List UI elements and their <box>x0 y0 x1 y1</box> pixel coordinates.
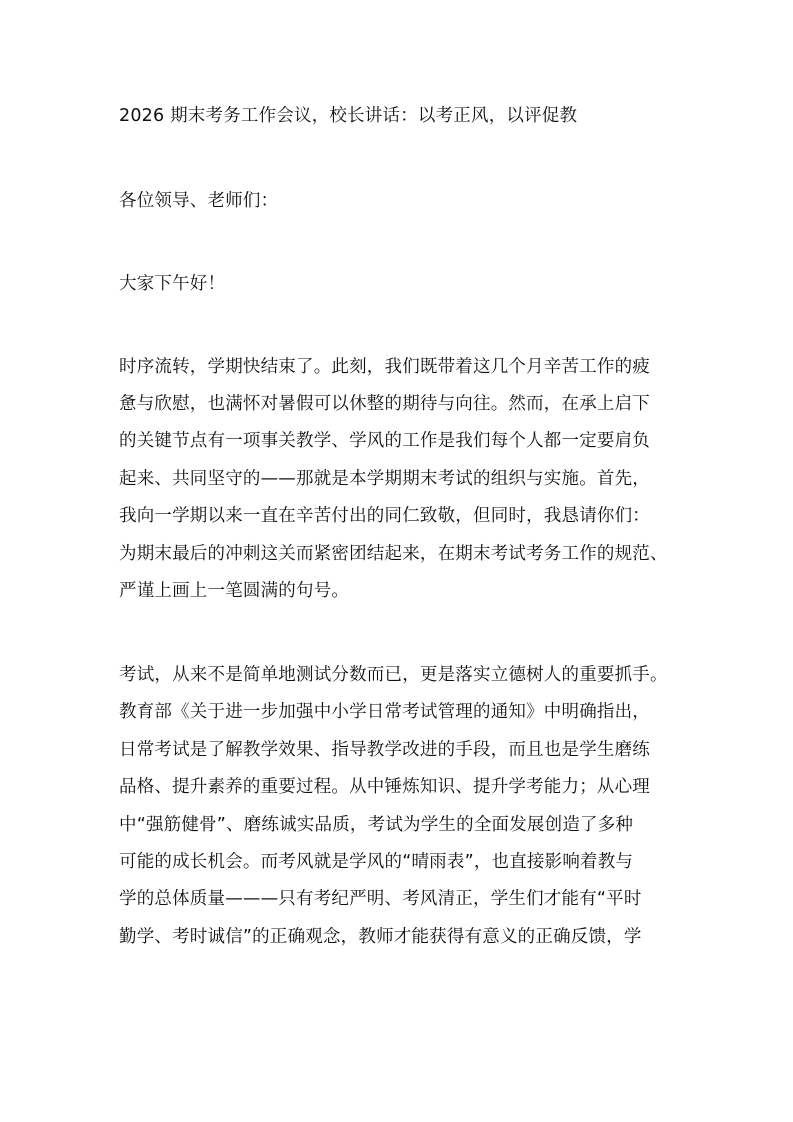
paragraph-1-line-1: 时序流转，学期快结束了。此刻，我们既带着这几个月辛苦工作的疲 <box>119 357 650 377</box>
paragraph-2-line-3: 日常考试是了解教学效果、指导教学改进的手段，而且也是学生磨练 <box>119 740 650 760</box>
paragraph-1-line-2: 惫与欣慰，也满怀对暑假可以休整的期待与向往。然而，在承上启下 <box>119 394 650 414</box>
paragraph-1-line-5: 我向一学期以来一直在辛苦付出的同仁致敬，但同时，我恳请你们： <box>119 506 650 526</box>
paragraph-2-line-5: 中“强筋健骨”、磨练诚实品质，考试为学生的全面发展创造了多种 <box>119 815 634 835</box>
paragraph-1-line-7: 严谨上画上一笔圆满的句号。 <box>119 581 350 601</box>
paragraph-2-line-7: 学的总体质量———只有考纪严明、考风清正，学生们才能有“平时 <box>119 889 642 909</box>
paragraph-1-line-3: 的关键节点有一项事关教学、学风的工作是我们每个人都一定要肩负 <box>119 431 650 451</box>
paragraph-1-line-6: 为期末最后的冲刺这关而紧密团结起来，在期末考试考务工作的规范、 <box>119 544 668 564</box>
document-title: 2026 期末考务工作会议，校长讲话：以考正风，以评促教 <box>119 106 578 126</box>
paragraph-2-line-2: 教育部《关于进一步加强中小学日常考试管理的通知》中明确指出， <box>119 702 650 722</box>
paragraph-2-line-8: 勤学、考时诚信”的正确观念，教师才能获得有意义的正确反馈，学 <box>119 927 642 947</box>
paragraph-1-line-4: 起来、共同坚守的——那就是本学期期末考试的组织与实施。首先， <box>119 469 650 489</box>
paragraph-2-line-6: 可能的成长机会。而考风就是学风的“晴雨表”，也直接影响着教与 <box>119 852 634 872</box>
greeting: 大家下午好！ <box>119 274 226 294</box>
paragraph-2-line-1: 考试，从来不是简单地测试分数而已，更是落实立德树人的重要抓手。 <box>119 665 668 685</box>
salutation: 各位领导、老师们： <box>119 191 279 211</box>
paragraph-2-line-4: 品格、提升素养的重要过程。从中锤炼知识、提升学考能力；从心理 <box>119 777 650 797</box>
